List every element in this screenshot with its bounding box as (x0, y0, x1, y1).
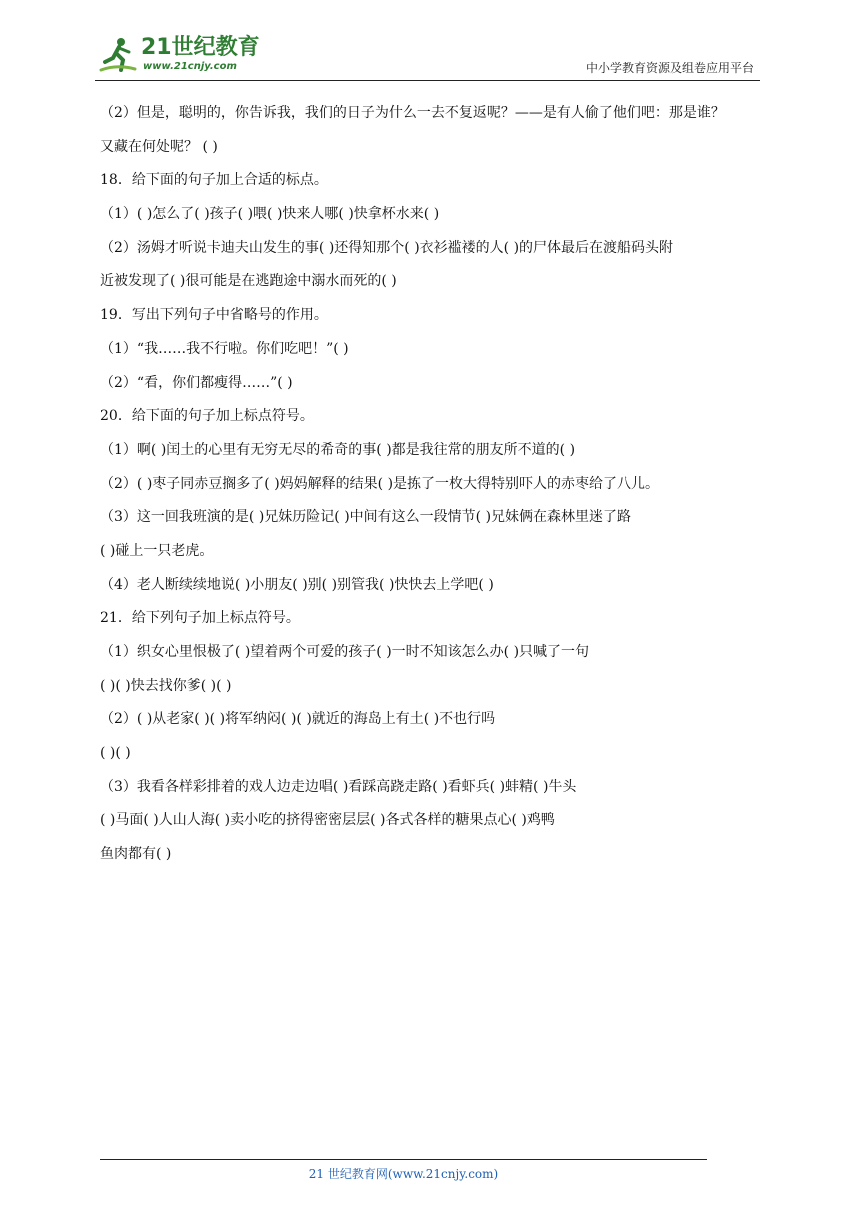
text-line: （1）( )怎么了( )孩子( )喂( )快来人哪( )快拿杯水来( ) (100, 206, 440, 223)
text-line: （2）“看，你们都瘦得……”( ) (100, 374, 293, 391)
logo-url: www.21cnjy.com (143, 61, 237, 72)
text-line: （1）织女心里恨极了( )望着两个可爱的孩子( )一时不知该怎么办( )只喊了一句 (100, 644, 590, 660)
text-line: （3）这一回我班演的是( )兄妹历险记( )中间有这么一段情节( )兄妹俩在森林里迷了路 (100, 509, 632, 526)
text-line: 近被发现了( )很可能是在逃跑途中溺水而死的( ) (100, 273, 397, 290)
text-line: （1）“我……我不行啦。你们吃吧！”( ) (100, 340, 349, 357)
footer-divider (100, 1159, 707, 1160)
question-heading: 18．给下面的句子加上合适的标点。 (100, 172, 328, 189)
platform-title: 中小学教育资源及组卷应用平台 (585, 61, 754, 75)
text-line: ( )碰上一只老虎。 (100, 542, 214, 559)
question-heading: 21．给下列句子加上标点符号。 (100, 610, 300, 627)
text-line: ( )( ) (100, 745, 131, 762)
brand-logo[interactable] (95, 34, 265, 76)
text-line: ( )( )快去找你爹( )( ) (100, 677, 232, 694)
question-heading: 20．给下面的句子加上标点符号。 (100, 408, 314, 425)
text-line: （2）( )枣子同赤豆搁多了( )妈妈解释的结果( )是拣了一枚大得特别吓人的赤枣给了八儿。 (100, 475, 660, 492)
text-line: （1）啊( )闰土的心里有无穷无尽的希奇的事( )都是我往常的朋友所不道的( ) (100, 441, 576, 458)
text-line: （2）汤姆才听说卡迪夫山发生的事( )还得知那个( )衣衫褴褛的人( )的尸体最后在渡船码头附 (100, 239, 674, 256)
text-line: （3）我看各样彩排着的戏人边走边唱( )看踩高跷走路( )看虾兵( )蚌精( )牛头 (100, 778, 577, 795)
text-line: （2）但是，聪明的，你告诉我，我们的日子为什么一去不复返呢？——是有人偷了他们吧：那是谁？ (100, 105, 725, 121)
text-line: 又藏在何处呢？ ( ) (100, 138, 218, 155)
text-line: （4）老人断续续地说( )小朋友( )别( )别管我( )快快去上学吧( ) (100, 576, 494, 593)
page-header (95, 34, 760, 81)
running-figure-icon (99, 36, 137, 74)
logo-text: 21世纪教育 (141, 35, 260, 60)
text-line: ( )马面( )人山人海( )卖小吃的挤得密密层层( )各式各样的糖果点心( )鸡鸭 (100, 812, 555, 829)
text-line: 鱼肉都有( ) (100, 846, 172, 863)
exercise-content (100, 97, 770, 872)
text-line: （2）( )从老家( )( )将军纳闷( )( )就近的海岛上有土( )不也行吗 (100, 711, 496, 728)
footer-link[interactable]: 21 世纪教育网(www.21cnjy.com) (308, 1167, 499, 1181)
question-heading: 19．写出下列句子中省略号的作用。 (100, 307, 328, 324)
